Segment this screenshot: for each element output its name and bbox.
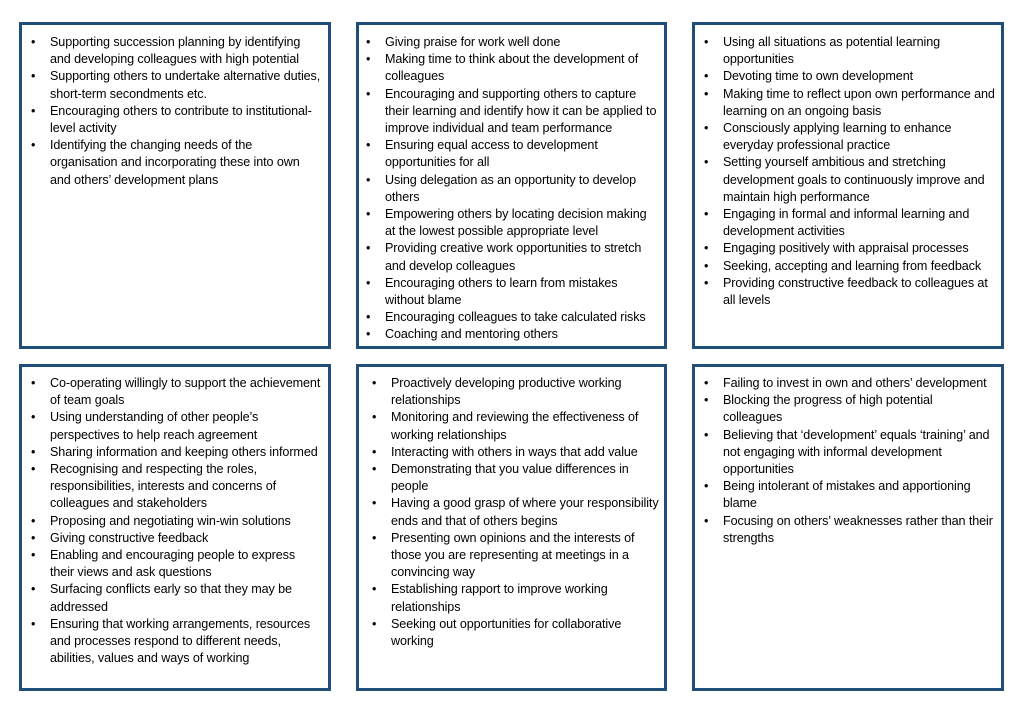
- list-item: • Using all situations as potential learning opportunities: [697, 34, 995, 68]
- list-item: • Seeking out opportunities for collaborative working: [365, 616, 660, 650]
- bullet-list: [24, 34, 322, 189]
- list-item: • Providing creative work opportunities to stretch and develop colleagues: [359, 240, 660, 274]
- box-team-working: [19, 364, 331, 691]
- list-item: • Presenting own opinions and the interests of those you are representing at meetings in a convincing way: [365, 530, 660, 582]
- bullet-list: [697, 375, 995, 547]
- list-item: • Coaching and mentoring others: [359, 326, 660, 343]
- list-item: • Sharing information and keeping others informed: [24, 444, 322, 461]
- list-item: • Being intolerant of mistakes and apportioning blame: [697, 478, 995, 512]
- list-item: • Identifying the changing needs of the organisation and incorporating these into own and others’ development plans: [24, 137, 322, 189]
- box-own-development: [692, 22, 1004, 349]
- list-item: • Encouraging colleagues to take calculated risks: [359, 309, 660, 326]
- list-item: • Encouraging others to learn from mistakes without blame: [359, 275, 660, 309]
- list-item: • Having a good grasp of where your responsibility ends and that of others begins: [365, 495, 660, 529]
- list-item: • Enabling and encouraging people to express their views and ask questions: [24, 547, 322, 581]
- box-developing-others: [356, 22, 667, 349]
- list-item: • Empowering others by locating decision making at the lowest possible appropriate level: [359, 206, 660, 240]
- list-item: • Making time to think about the development of colleagues: [359, 51, 660, 85]
- list-item: • Setting yourself ambitious and stretching development goals to continuously improve and maintain high performance: [697, 154, 995, 206]
- list-item: • Supporting others to undertake alternative duties, short-term secondments etc.: [24, 68, 322, 102]
- list-item: • Engaging positively with appraisal processes: [697, 240, 995, 257]
- list-item: • Proposing and negotiating win-win solutions: [24, 513, 322, 530]
- list-item: • Interacting with others in ways that add value: [365, 444, 660, 461]
- list-item: • Blocking the progress of high potential colleagues: [697, 392, 995, 426]
- bullet-list: [697, 34, 995, 309]
- list-item: • Encouraging others to contribute to institutional-level activity: [24, 103, 322, 137]
- list-item: • Giving praise for work well done: [359, 34, 660, 51]
- list-item: • Providing constructive feedback to colleagues at all levels: [697, 275, 995, 309]
- list-item: • Encouraging and supporting others to capture their learning and identify how it can be applied to improve individual and team performance: [359, 86, 660, 138]
- list-item: • Ensuring equal access to development opportunities for all: [359, 137, 660, 171]
- bullet-list: [365, 375, 660, 650]
- list-item: • Establishing rapport to improve working relationships: [365, 581, 660, 615]
- box-negative-indicators: [692, 364, 1004, 691]
- list-item: • Giving constructive feedback: [24, 530, 322, 547]
- list-item: • Using delegation as an opportunity to develop others: [359, 172, 660, 206]
- list-item: • Proactively developing productive working relationships: [365, 375, 660, 409]
- box-succession-planning: [19, 22, 331, 349]
- list-item: • Demonstrating that you value differences in people: [365, 461, 660, 495]
- list-item: • Surfacing conflicts early so that they may be addressed: [24, 581, 322, 615]
- box-working-relationships: [356, 364, 667, 691]
- list-item: • Devoting time to own development: [697, 68, 995, 85]
- list-item: • Seeking, accepting and learning from feedback: [697, 258, 995, 275]
- list-item: • Co-operating willingly to support the achievement of team goals: [24, 375, 322, 409]
- list-item: • Consciously applying learning to enhance everyday professional practice: [697, 120, 995, 154]
- list-item: • Making time to reflect upon own performance and learning on an ongoing basis: [697, 86, 995, 120]
- list-item: • Believing that ‘development’ equals ‘training’ and not engaging with informal development opportunities: [697, 427, 995, 479]
- list-item: • Monitoring and reviewing the effectiveness of working relationships: [365, 409, 660, 443]
- list-item: • Focusing on others’ weaknesses rather than their strengths: [697, 513, 995, 547]
- list-item: • Failing to invest in own and others’ development: [697, 375, 995, 392]
- list-item: • Recognising and respecting the roles, responsibilities, interests and concerns of colleagues and stakeholders: [24, 461, 322, 513]
- list-item: • Using understanding of other people’s perspectives to help reach agreement: [24, 409, 322, 443]
- list-item: • Supporting succession planning by identifying and developing colleagues with high potential: [24, 34, 322, 68]
- bullet-list: [359, 34, 660, 344]
- list-item: • Ensuring that working arrangements, resources and processes respond to different needs, abilities, values and ways of working: [24, 616, 322, 668]
- bullet-list: [24, 375, 322, 667]
- list-item: • Engaging in formal and informal learning and development activities: [697, 206, 995, 240]
